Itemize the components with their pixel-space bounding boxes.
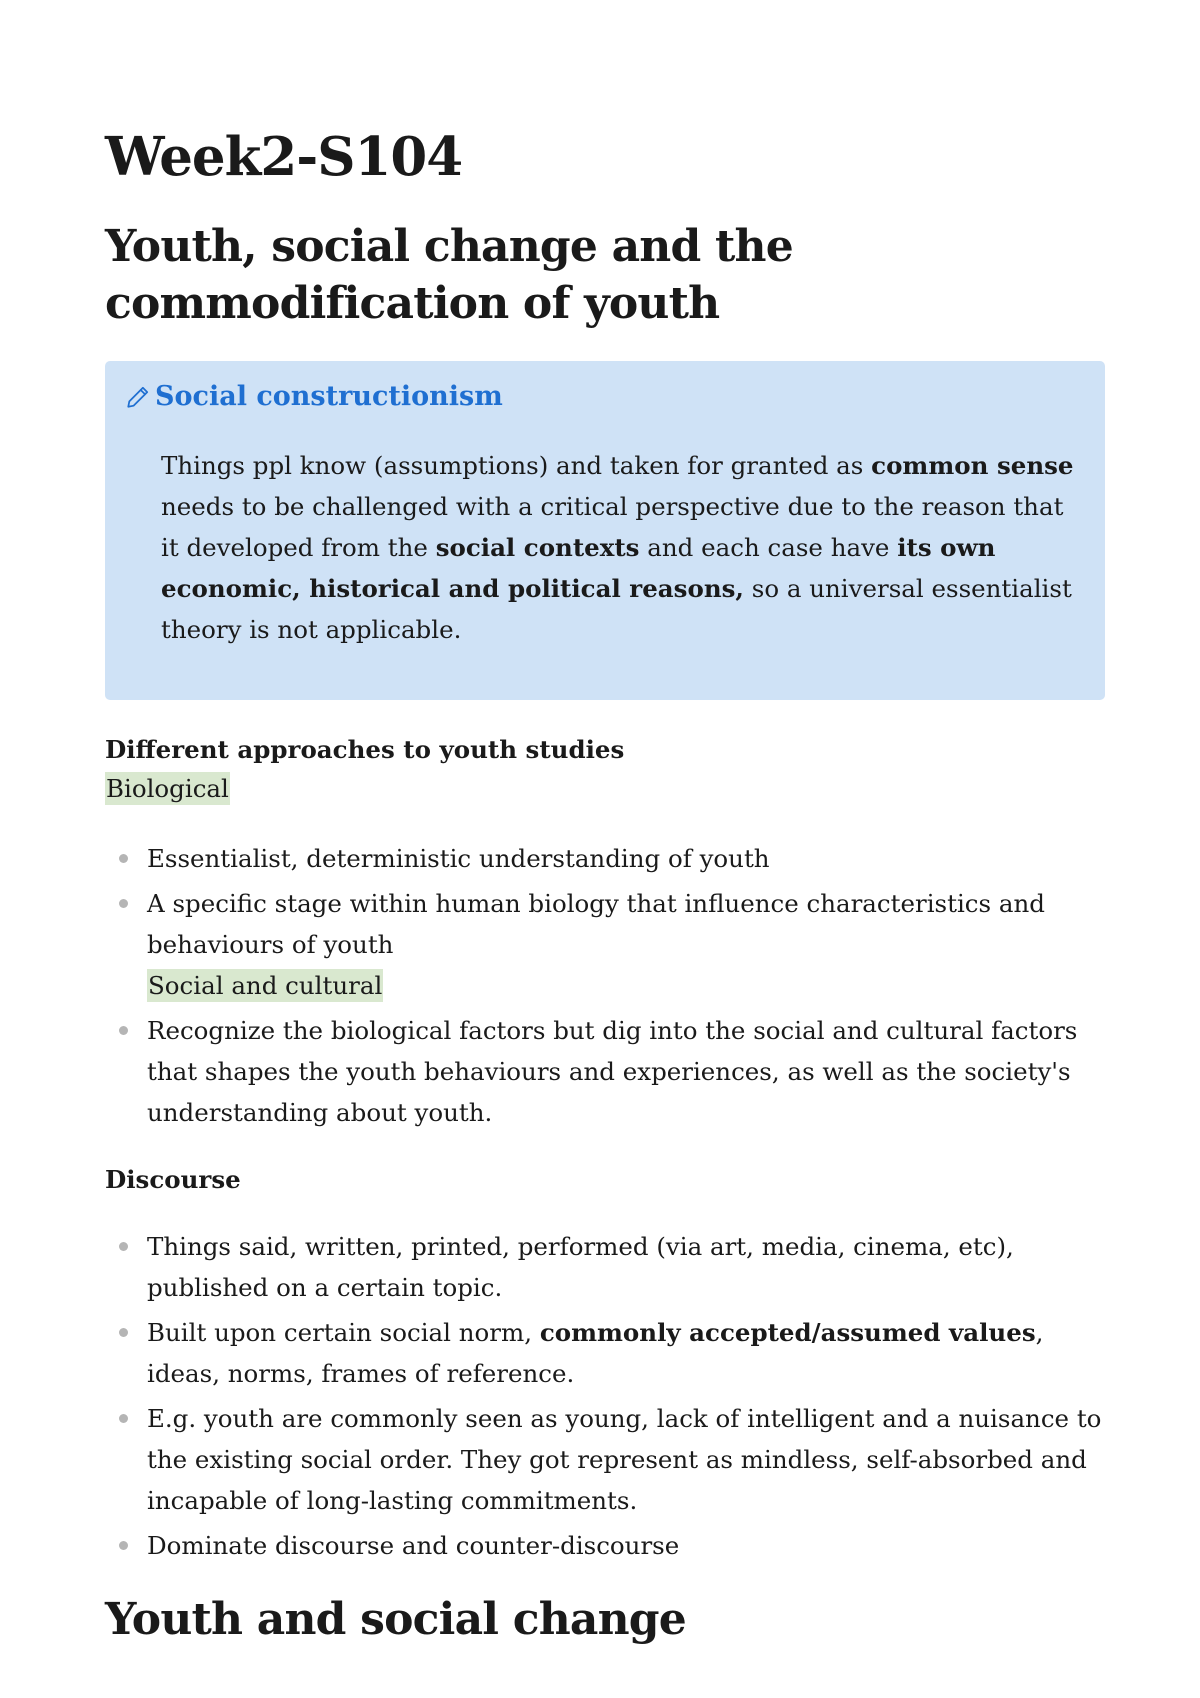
list-item-text: Essentialist, deterministic understanding of youth (147, 844, 770, 873)
callout-bold-common-sense: common sense (871, 451, 1074, 480)
discourse-list (105, 1226, 1105, 1570)
bullet-icon (119, 1242, 128, 1251)
list-item-text: , ideas, norms, frames of reference. (147, 1318, 1044, 1388)
section-heading: Youth and social change (105, 1594, 686, 1645)
list-item-text: E.g. youth are commonly seen as young, lack of intelligent and a nuisance to the existing social order. They got represent as mindless, self-absorbed and incapable of long-lasting commitments. (147, 1404, 1102, 1515)
list-item-text: Recognize the biological factors but dig into the social and cultural factors that shapes the youth behaviours and experiences, as well as the society's understanding about youth. (147, 1016, 1078, 1127)
callout-heading (125, 381, 503, 412)
callout-body (161, 445, 1081, 650)
list-item (105, 1226, 1105, 1308)
biological-tag-text: Biological (106, 774, 229, 803)
bullet-icon (119, 854, 128, 863)
biological-tag (105, 770, 230, 808)
list-item-text: Built upon certain social norm, (147, 1318, 540, 1347)
pencil-icon (125, 384, 151, 410)
list-item-text: Dominate discourse and counter-discourse (147, 1531, 680, 1560)
list-item (105, 1312, 1105, 1394)
approaches-heading: Different approaches to youth studies (105, 735, 625, 764)
biological-list (105, 838, 1105, 1137)
list-item (105, 1398, 1105, 1521)
page-subtitle: Youth, social change and the commodification of youth (105, 221, 793, 329)
bullet-icon (119, 899, 128, 908)
list-item-text: Things said, written, printed, performed (via art, media, cinema, etc), published on a certain topic. (147, 1232, 1014, 1302)
discourse-heading: Discourse (105, 1165, 241, 1194)
callout-text: and each case have (639, 533, 898, 562)
list-item (105, 1010, 1105, 1133)
social-cultural-tag: Social and cultural (148, 971, 383, 1000)
list-item-text: A specific stage within human biology that influence characteristics and behaviours of youth (147, 889, 1045, 959)
list-item (105, 883, 1105, 1006)
callout-bold-reasons: its own economic, historical and political reasons, (161, 533, 996, 603)
callout-heading-text: Social constructionism (155, 381, 503, 412)
callout-text: needs to be challenged with a critical perspective due to the reason that it developed from the (161, 492, 1064, 562)
callout-box (105, 361, 1105, 700)
bullet-icon (119, 1026, 128, 1035)
list-item (105, 1525, 1105, 1566)
bullet-icon (119, 1541, 128, 1550)
list-item (105, 838, 1105, 879)
list-item-bold: commonly accepted/assumed values (539, 1318, 1036, 1347)
bullet-icon (119, 1414, 128, 1423)
callout-text: so a universal essentialist theory is not applicable. (161, 574, 1072, 644)
callout-bold-social-contexts: social contexts (435, 533, 640, 562)
bullet-icon (119, 1328, 128, 1337)
callout-text: Things ppl know (assumptions) and taken for granted as (161, 451, 872, 480)
page-title: Week2-S104 (105, 126, 463, 188)
